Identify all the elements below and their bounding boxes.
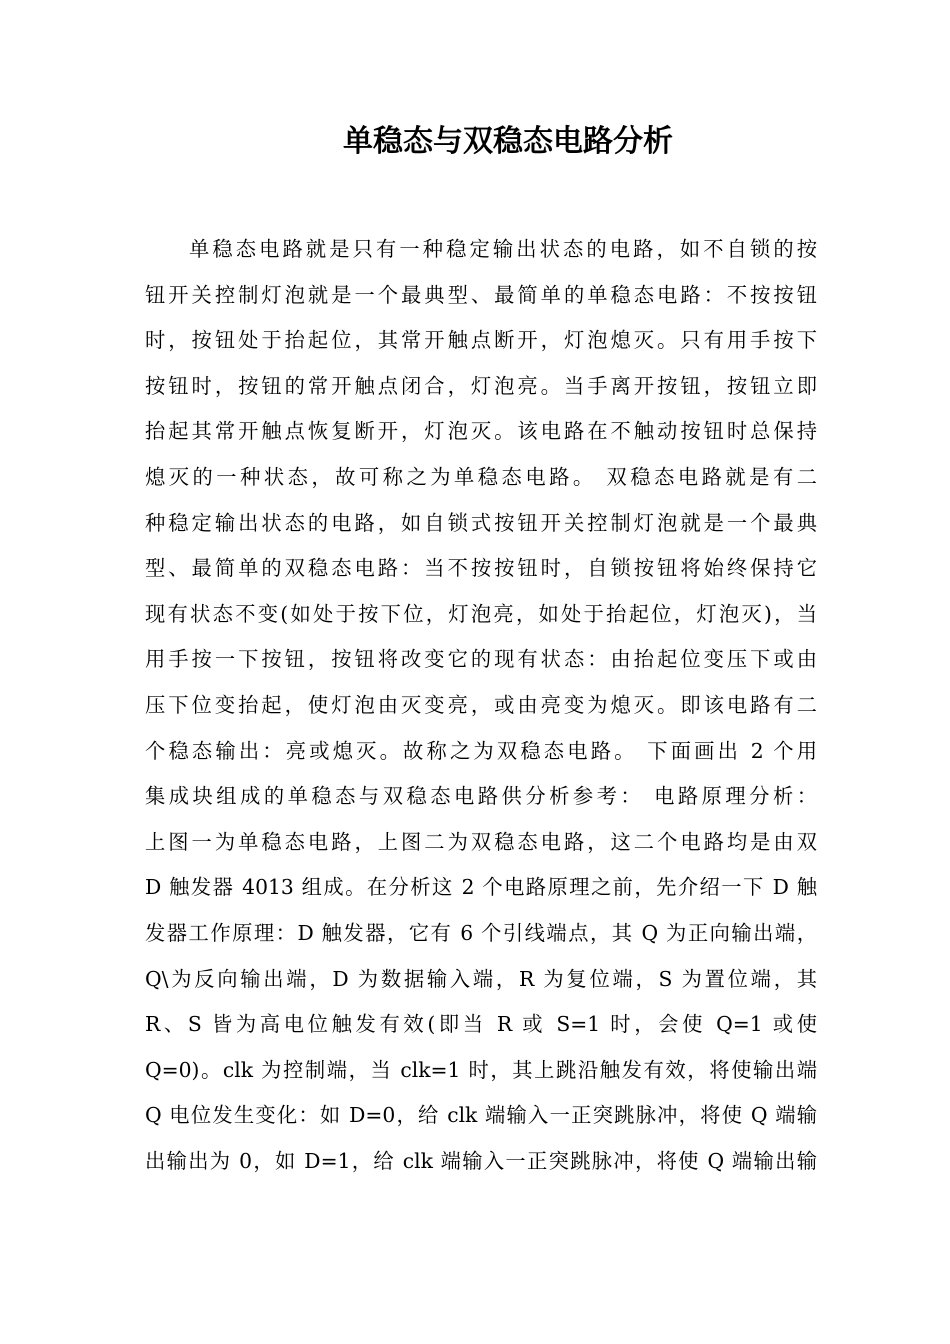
- body-line: 抬起其常开触点恢复断开，灯泡灭。该电路在不触动按钮时总保持: [145, 419, 817, 444]
- body-line: 上图一为单稳态电路，上图二为双稳态电路，这二个电路均是由双: [145, 829, 817, 854]
- body-line: R、S 皆为高电位触发有效(即当 R 或 S=1 时，会使 Q=1 或使: [145, 1012, 817, 1037]
- body-line: 钮开关控制灯泡就是一个最典型、最简单的单稳态电路：不按按钮: [145, 282, 817, 307]
- body-line: 个稳态输出：亮或熄灭。故称之为双稳态电路。 下面画出 2 个用: [145, 738, 817, 763]
- body-line: Q=0)。clk 为控制端，当 clk=1 时，其上跳沿触发有效，将使输出端: [145, 1057, 817, 1082]
- body-line: 压下位变抬起，使灯泡由灭变亮，或由亮变为熄灭。即该电路有二: [145, 692, 817, 717]
- body-line: 用手按一下按钮，按钮将改变它的现有状态：由抬起位变压下或由: [145, 647, 817, 672]
- body-line: 型、最简单的双稳态电路：当不按按钮时，自锁按钮将始终保持它: [145, 556, 817, 581]
- body-line: 种稳定输出状态的电路，如自锁式按钮开关控制灯泡就是一个最典: [145, 510, 817, 535]
- body-line: 集成块组成的单稳态与双稳态电路供分析参考： 电路原理分析：: [145, 784, 817, 809]
- document-title: 单稳态与双稳态电路分析: [343, 124, 673, 159]
- body-line: 出输出为 0，如 D=1，给 clk 端输入一正突跳脉冲，将使 Q 端输出输: [145, 1148, 817, 1173]
- body-line: 现有状态不变(如处于按下位，灯泡亮，如处于抬起位，灯泡灭)，当: [145, 601, 817, 626]
- body-line: 发器工作原理：D 触发器，它有 6 个引线端点，其 Q 为正向输出端，: [145, 920, 817, 945]
- body-line: 按钮时，按钮的常开触点闭合，灯泡亮。当手离开按钮，按钮立即: [145, 373, 817, 398]
- body-line: D 触发器 4013 组成。在分析这 2 个电路原理之前，先介绍一下 D 触: [145, 875, 817, 900]
- body-line: 熄灭的一种状态，故可称之为单稳态电路。 双稳态电路就是有二: [145, 464, 817, 489]
- body-line: Q\为反向输出端，D 为数据输入端，R 为复位端，S 为置位端，其: [145, 966, 817, 991]
- body-line: 单稳态电路就是只有一种稳定输出状态的电路，如不自锁的按: [189, 237, 817, 261]
- document-body: [145, 227, 817, 1184]
- body-line: 时，按钮处于抬起位，其常开触点断开，灯泡熄灭。只有用手按下: [145, 328, 817, 353]
- body-line: Q 电位发生变化：如 D=0，给 clk 端输入一正突跳脉冲，将使 Q 端输: [145, 1103, 817, 1128]
